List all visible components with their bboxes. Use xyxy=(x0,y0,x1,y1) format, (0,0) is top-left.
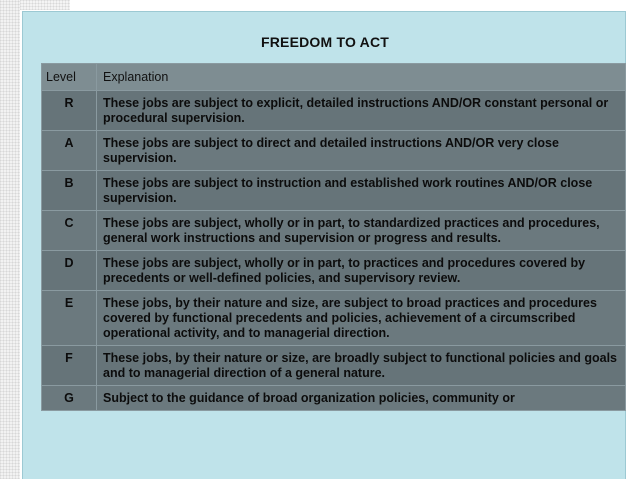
column-header-explanation: Explanation xyxy=(97,64,626,91)
slide xyxy=(22,11,626,479)
table-row xyxy=(42,91,626,131)
level-cell: A xyxy=(42,131,97,171)
table-row xyxy=(42,386,626,411)
explanation-cell: These jobs, by their nature or size, are broadly subject to functional policies and goals and to managerial direction of a general nature. xyxy=(97,346,626,386)
explanation-cell: These jobs, by their nature and size, are subject to broad practices and procedures covered by functional precedents and policies, achievement of a circumscribed operational activity, and to managerial direction. xyxy=(97,291,626,346)
explanation-cell: These jobs are subject to explicit, detailed instructions AND/OR constant personal or procedural supervision. xyxy=(97,91,626,131)
column-header-level: Level xyxy=(42,64,97,91)
level-cell: B xyxy=(42,171,97,211)
level-cell: C xyxy=(42,211,97,251)
level-cell: E xyxy=(42,291,97,346)
level-cell: F xyxy=(42,346,97,386)
level-cell: D xyxy=(42,251,97,291)
explanation-cell: These jobs are subject, wholly or in part, to standardized practices and procedures, general work instructions and supervision or progress and results. xyxy=(97,211,626,251)
background-texture xyxy=(0,0,20,479)
table-row xyxy=(42,171,626,211)
level-cell: G xyxy=(42,386,97,411)
table-row xyxy=(42,251,626,291)
background-texture-top xyxy=(20,0,70,10)
freedom-table xyxy=(41,63,626,411)
table-row xyxy=(42,131,626,171)
explanation-cell: Subject to the guidance of broad organization policies, community or xyxy=(97,386,626,411)
table-header-row xyxy=(42,64,626,91)
levels-table xyxy=(41,63,626,411)
page-title: FREEDOM TO ACT xyxy=(260,34,390,50)
explanation-cell: These jobs are subject to instruction and established work routines AND/OR close supervision. xyxy=(97,171,626,211)
table-row xyxy=(42,291,626,346)
table-row xyxy=(42,346,626,386)
explanation-cell: These jobs are subject, wholly or in part, to practices and procedures covered by precedents or well-defined policies, and supervisory review. xyxy=(97,251,626,291)
level-cell: R xyxy=(42,91,97,131)
table-row xyxy=(42,211,626,251)
explanation-cell: These jobs are subject to direct and detailed instructions AND/OR very close supervision. xyxy=(97,131,626,171)
